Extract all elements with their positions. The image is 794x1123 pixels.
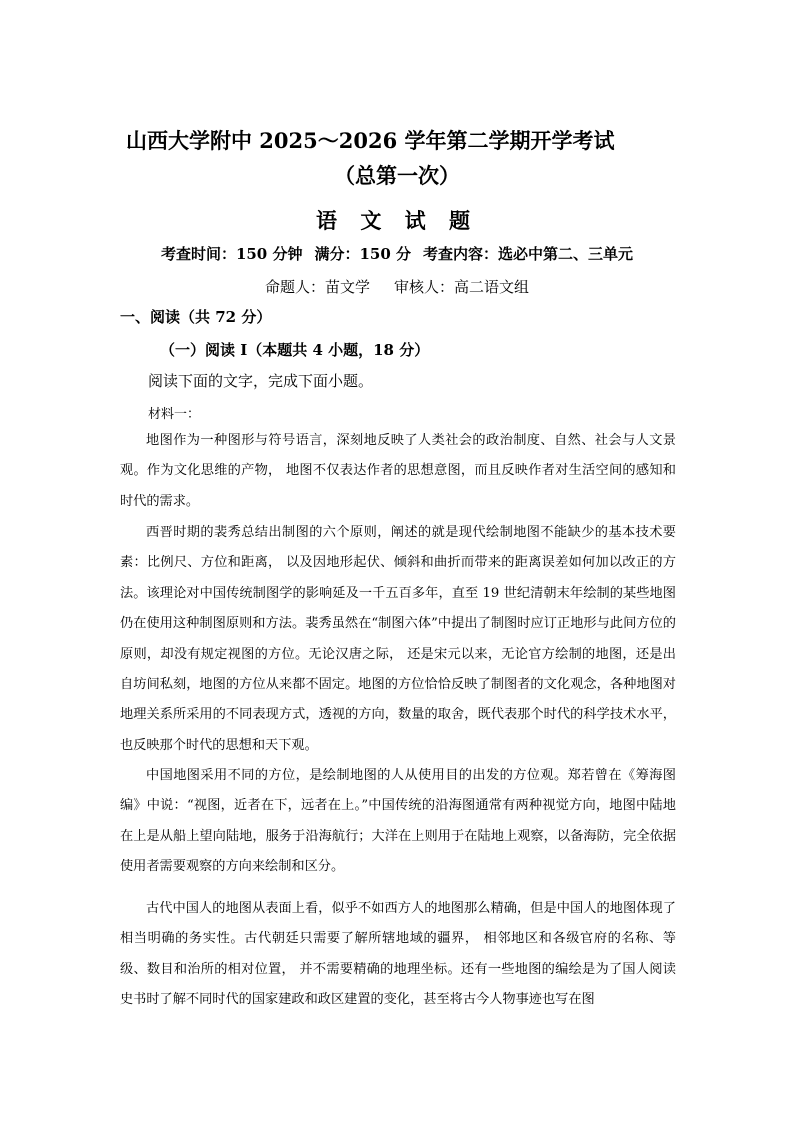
subsection-heading: （一）阅读 I（本题共 4 小题，18 分） xyxy=(160,341,430,359)
exam-title: 山西大学附中 2025～2026 学年第二学期开学考试 xyxy=(126,128,615,153)
material-label: 材料一： xyxy=(148,407,201,422)
paragraph: 中国地图采用不同的方位，是绘制地图的人从使用目的出发的方位观。郑若曾在《筹海图编》中说：“视图，近者在下，远者在上。”中国传统的沿海图通常有两种视觉方向，地图中陆地在上是从船上望向陆地，服务于沿海航行；大洋在上则用于在陆地上观察，以备海防，完全依据使用者需要观察的方向来绘制和区分。 xyxy=(120,768,676,875)
exam-content: 考查内容：选必中第二、三单元 xyxy=(423,245,634,263)
paragraph: 古代中国人的地图从表面上看，似乎不如西方人的地图那么精确，但是中国人的地图体现了相当明确的务实性。古代朝廷只需要了解所辖地域的疆界， 相邻地区和各级官府的名称、等级、数目和治所的相对位置， 并不需要精确的地理坐标。还有一些地图的编绘是为了国人阅读史书时了解不同时代的国家建政和政区建置的变化，甚至将古今人物事迹也写在图 xyxy=(120,901,676,1008)
paragraph: 西晋时期的裴秀总结出制图的六个原则，阐述的就是现代绘制地图不能缺少的基本技术要素：比例尺、方位和距离， 以及因地形起伏、倾斜和曲折而带来的距离误差如何加以改正的方法。该理论对中国传统制图学的影响延及一千五百多年，直至 19 世纪清朝末年绘制的某些地图仍在使用这种制图原则和方法。裴秀虽然在“制图六体”中提出了制图时应订正地形与此间方位的原则，却没有规定视图的方位。无论汉唐之际， 还是宋元以来，无论官方绘制的地图，还是出自坊间私刻，地图的方位从来都不固定。地图的方位恰恰反映了制图者的文化观念，各种地图对地理关系所采用的不同表现方式，透视的方向，数量的取舍，既代表那个时代的科学技术水平，也反映那个时代的思想和天下观。 xyxy=(120,525,676,753)
exam-info-line xyxy=(0,243,794,264)
author-line xyxy=(0,276,794,297)
paragraph: 地图作为一种图形与符号语言，深刻地反映了人类社会的政治制度、自然、社会与人文景观。作为文化思维的产物， 地图不仅表达作者的思想意图，而且反映作者对生活空间的感知和时代的需求。 xyxy=(120,433,676,509)
section-heading: 一、阅读（共 72 分） xyxy=(120,308,272,326)
exam-time: 考查时间：150 分钟 xyxy=(160,245,303,263)
question-reviewer: 审核人：高二语文组 xyxy=(394,278,530,296)
full-score: 满分：150 分 xyxy=(314,245,412,263)
question-author: 命题人：苗文学 xyxy=(264,278,370,296)
reading-instruction: 阅读下面的文字，完成下面小题。 xyxy=(148,372,374,390)
subject-title: 语 文 试 题 xyxy=(316,208,478,233)
exam-subtitle: （总第一次） xyxy=(334,163,460,188)
